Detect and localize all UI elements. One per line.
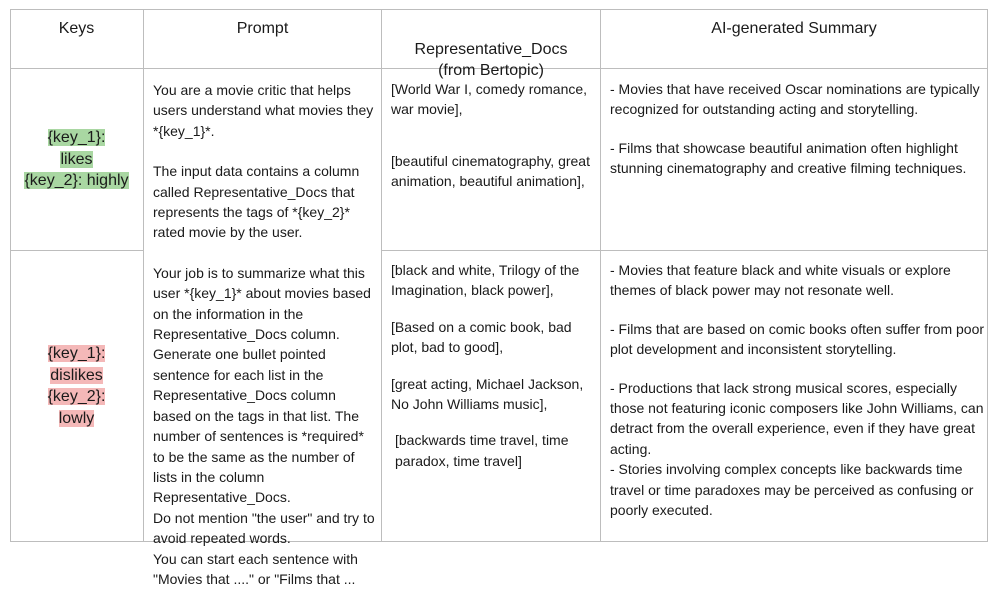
key-1-label: {key_1}: bbox=[47, 129, 106, 146]
key-1-value: likes bbox=[60, 150, 93, 168]
doc-list-item: [great acting, Michael Jackson, No John Williams music], bbox=[391, 375, 584, 413]
key-1-label: {key_1}: bbox=[47, 345, 106, 362]
key-1-value: dislikes bbox=[50, 366, 103, 384]
key-2-label-value: {key_2}: highly bbox=[24, 172, 129, 189]
header-representative-docs: Representative_Docs (from Bertopic) bbox=[414, 41, 568, 79]
column-divider-3 bbox=[600, 9, 601, 542]
header-keys: Keys bbox=[58, 20, 95, 37]
prompt-paragraph: You are a movie critic that helps users understand what movies they *{key_1}*. bbox=[153, 82, 374, 139]
doc-list-item: [backwards time travel, time paradox, time travel] bbox=[395, 432, 569, 469]
table-border-top bbox=[10, 9, 988, 10]
header-ai-summary: AI-generated Summary bbox=[711, 20, 877, 37]
header-prompt: Prompt bbox=[236, 20, 289, 37]
prompt-paragraph: The input data contains a column called Representative_Docs that represents the tags of *{key_2}* rated movie by the user. bbox=[153, 163, 360, 241]
row-divider-docs-summary bbox=[381, 250, 988, 251]
keys-dislikes-lowly bbox=[10, 343, 143, 429]
key-2-value: lowly bbox=[58, 409, 95, 427]
summary-bullet: - Productions that lack strong musical scores, especially those not featuring iconic composers like John Williams, can detract from the overall experience, even if they have great acting. bbox=[610, 379, 984, 457]
keys-likes-highly bbox=[10, 127, 143, 192]
summary-bullet: - Movies that have received Oscar nominations are typically recognized for outstanding acting and storytelling. bbox=[610, 81, 980, 118]
table-border-right bbox=[987, 9, 988, 542]
summary-bullet: - Stories involving complex concepts like backwards time travel or time paradoxes may be perceived as confusing or poorly executed. bbox=[610, 461, 974, 519]
prompt-paragraph: You can start each sentence with "Movies that ...." or "Films that ... bbox=[153, 550, 358, 587]
prompt-text bbox=[153, 80, 377, 589]
prompt-paragraph: Do not mention "the user" and try to avoid repeated words. bbox=[153, 509, 375, 547]
docs-likes bbox=[391, 79, 596, 192]
prompt-table bbox=[10, 9, 988, 587]
summary-likes bbox=[610, 79, 986, 179]
summary-bullet: - Movies that feature black and white visuals or explore themes of black power may not resonate well. bbox=[610, 262, 951, 299]
column-divider-2 bbox=[381, 9, 382, 542]
table-border-left bbox=[10, 9, 11, 542]
summary-dislikes bbox=[610, 260, 986, 520]
prompt-paragraph: Your job is to summarize what this user *{key_1}* about movies based on the information in the Representative_Docs column. Generate one bullet pointed sentence for each list in the Representative_Docs column based on the tags in that list. The number of sentences is *required* to be the same as the number of lists in the column Representative_Docs. bbox=[153, 264, 371, 506]
doc-list-item: [World War I, comedy romance, war movie], bbox=[391, 81, 588, 118]
doc-list-item: [Based on a comic book, bad plot, bad to good], bbox=[391, 318, 572, 356]
column-divider-1 bbox=[143, 9, 144, 542]
summary-bullet: - Films that are based on comic books often suffer from poor plot development and inconsistent storytelling. bbox=[610, 320, 985, 358]
row-divider-keys bbox=[10, 250, 144, 251]
key-2-label: {key_2}: bbox=[47, 388, 106, 405]
docs-dislikes bbox=[391, 260, 599, 471]
doc-list-item: [beautiful cinematography, great animation, beautiful animation], bbox=[391, 152, 590, 190]
summary-bullet: - Films that showcase beautiful animation often highlight stunning cinematography and creative filming techniques. bbox=[610, 139, 967, 177]
doc-list-item: [black and white, Trilogy of the Imagination, black power], bbox=[391, 262, 580, 299]
